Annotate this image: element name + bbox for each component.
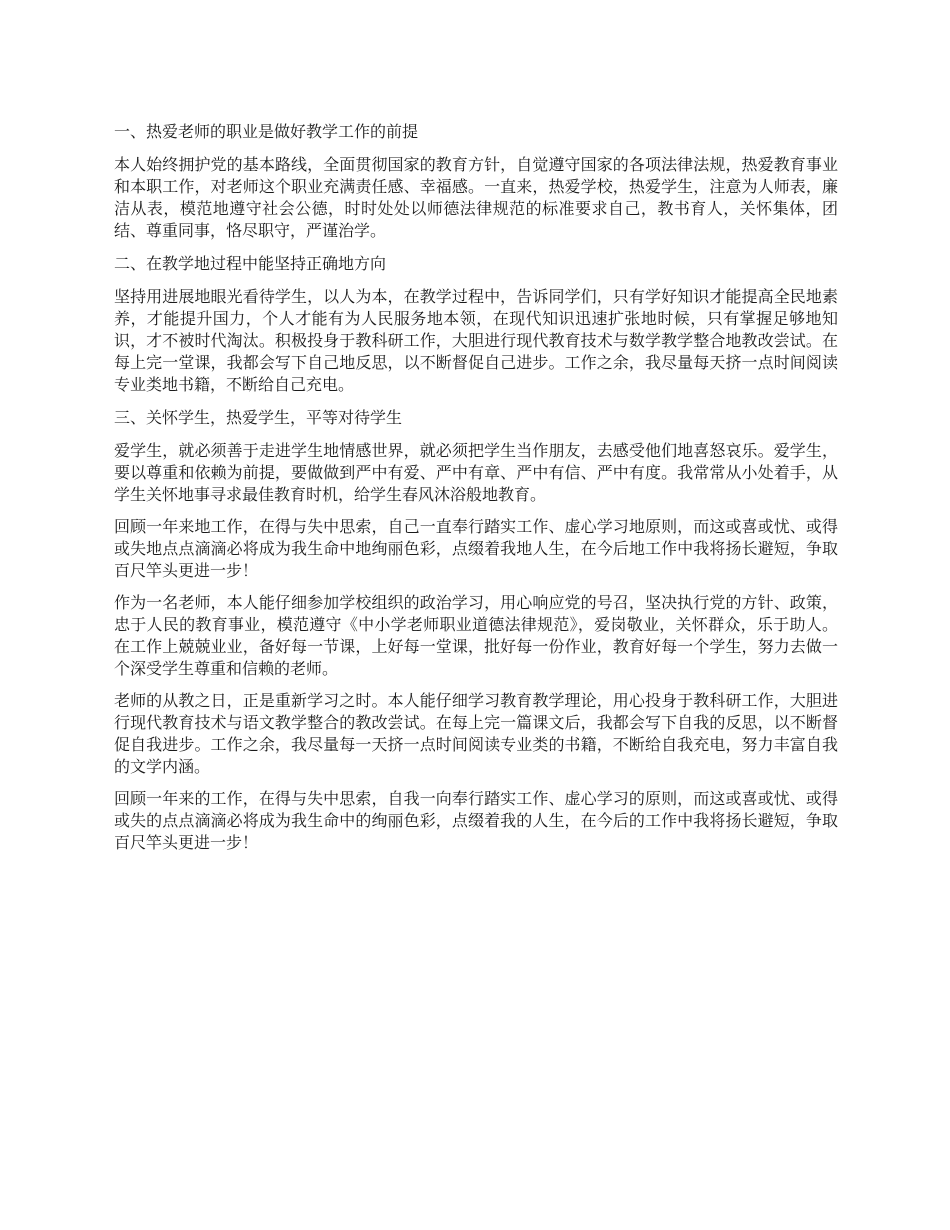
- section-heading-2: 二、在教学地过程中能坚持正确地方向: [114, 254, 387, 273]
- paragraph-2: 坚持用进展地眼光看待学生，以人为本，在教学过程中，告诉同学们，只有学好知识才能提高全民地素养，才能提升国力，个人才能有为人民服务地本领，在现代知识迅速扩张地时候，只有掌握足够地知识，才不被时代淘汰。积极投身于教科研工作，大胆进行现代教育技术与数学教学整合地教改尝试。在每上完一堂课，我都会写下自己地反思，以不断督促自己进步。工作之余，我尽量每天挤一点时间阅读专业类地书籍，不断给自己充电。: [114, 287, 838, 394]
- section-heading-3: 三、关怀学生，热爱学生，平等对待学生: [114, 408, 403, 427]
- document-page: [114, 120, 838, 864]
- paragraph-3: 爱学生，就必须善于走进学生地情感世界，就必须把学生当作朋友，去感受他们地喜怒哀乐。爱学生，要以尊重和依赖为前提，要做做到严中有爱、严中有章、严中有信、严中有度。我常常从小处着手，从学生关怀地事寻求最佳教育时机，给学生春风沐浴般地教育。: [114, 441, 838, 504]
- paragraph-6: 老师的从教之日，正是重新学习之时。本人能仔细学习教育教学理论，用心投身于教科研工作，大胆进行现代教育技术与语文教学整合的教改尝试。在每上完一篇课文后，我都会写下自我的反思，以不断督促自我进步。工作之余，我尽量每一天挤一点时间阅读专业类的书籍，不断给自我充电，努力丰富自我的文学内涵。: [114, 691, 838, 776]
- paragraph-4: 回顾一年来地工作，在得与失中思索，自己一直奉行踏实工作、虚心学习地原则，而这或喜或忧、或得或失地点点滴滴必将成为我生命中地绚丽色彩，点缀着我地人生，在今后地工作中我将扬长避短，争取百尺竿头更进一步！: [114, 517, 838, 580]
- paragraph-5: 作为一名老师，本人能仔细参加学校组织的政治学习，用心响应党的号召，坚决执行党的方针、政策，忠于人民的教育事业，模范遵守《中小学老师职业道德法律规范》，爱岗敬业，关怀群众，乐于助人。在工作上兢兢业业，备好每一节课，上好每一堂课，批好每一份作业，教育好每一个学生，努力去做一个深受学生尊重和信赖的老师。: [114, 593, 838, 678]
- section-heading-1: 一、热爱老师的职业是做好教学工作的前提: [114, 122, 419, 141]
- paragraph-7: 回顾一年来的工作，在得与失中思索，自我一向奉行踏实工作、虚心学习的原则，而这或喜或忧、或得或失的点点滴滴必将成为我生命中的绚丽色彩，点缀着我的人生，在今后的工作中我将扬长避短，争取百尺竿头更进一步！: [114, 789, 838, 852]
- paragraph-1: 本人始终拥护党的基本路线，全面贯彻国家的教育方针，自觉遵守国家的各项法律法规，热爱教育事业和本职工作，对老师这个职业充满责任感、幸福感。一直来，热爱学校，热爱学生，注意为人师表，廉洁从表，模范地遵守社会公德，时时处处以师德法律规范的标准要求自己，教书育人，关怀集体，团结、尊重同事，恪尽职守，严谨治学。: [114, 155, 838, 240]
